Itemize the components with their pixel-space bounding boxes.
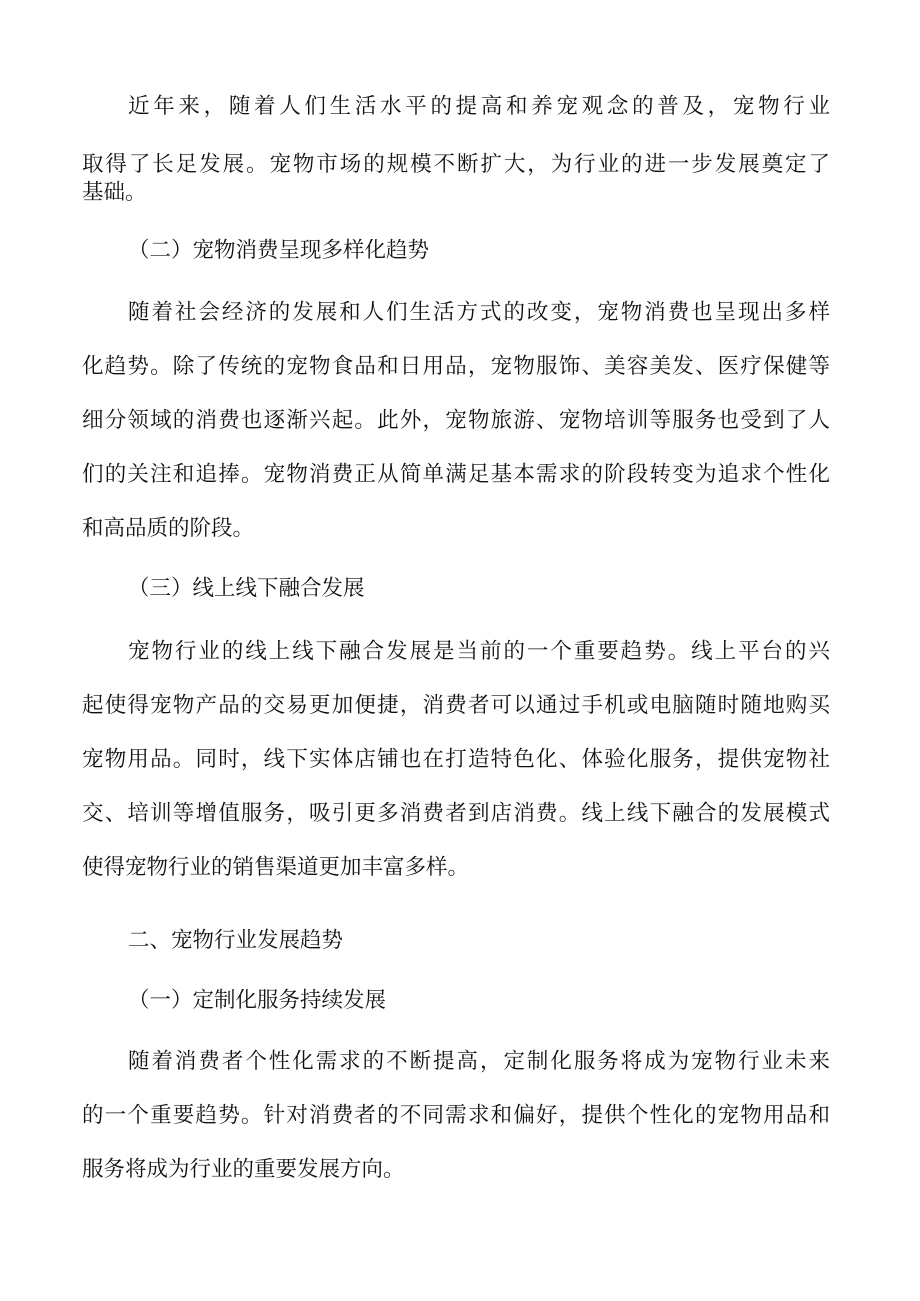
section-heading-3: （三）线上线下融合发展	[128, 576, 365, 601]
paragraph-1-line-2: 取得了长足发展。宠物市场的规模不断扩大，为行业的进一步发展奠定了	[82, 152, 830, 177]
paragraph-1-line-3: 基础。	[82, 180, 147, 205]
paragraph-1-line-1: 近年来，随着人们生活水平的提高和养宠观念的普及，宠物行业	[128, 94, 830, 119]
paragraph-4-line-2: 的一个重要趋势。针对消费者的不同需求和偏好，提供个性化的宠物用品和	[82, 1103, 830, 1128]
paragraph-4-line-3: 服务将成为行业的重要发展方向。	[82, 1157, 405, 1182]
paragraph-4-line-1: 随着消费者个性化需求的不断提高，定制化服务将成为宠物行业未来	[128, 1049, 830, 1074]
paragraph-3-line-2: 起使得宠物产品的交易更加便捷，消费者可以通过手机或电脑随时随地购买	[82, 693, 830, 718]
paragraph-2-line-1: 随着社会经济的发展和人们生活方式的改变，宠物消费也呈现出多样	[128, 300, 830, 325]
paragraph-2-line-5: 和高品质的阶段。	[82, 516, 255, 541]
paragraph-3-line-5: 使得宠物行业的销售渠道更加丰富多样。	[82, 855, 470, 880]
paragraph-3-line-4: 交、培训等增值服务，吸引更多消费者到店消费。线上线下融合的发展模式	[82, 801, 830, 826]
section-heading-1: （一）定制化服务持续发展	[128, 988, 387, 1013]
section-heading-2: （二）宠物消费呈现多样化趋势	[128, 238, 430, 263]
paragraph-3-line-3: 宠物用品。同时，线下实体店铺也在打造特色化、体验化服务，提供宠物社	[82, 747, 830, 772]
paragraph-2-line-2: 化趋势。除了传统的宠物食品和日用品，宠物服饰、美容美发、医疗保健等	[82, 354, 830, 379]
chapter-heading-2: 二、宠物行业发展趋势	[128, 928, 344, 953]
paragraph-3-line-1: 宠物行业的线上线下融合发展是当前的一个重要趋势。线上平台的兴	[128, 639, 830, 664]
paragraph-2-line-3: 细分领域的消费也逐渐兴起。此外，宠物旅游、宠物培训等服务也受到了人	[82, 408, 830, 433]
paragraph-2-line-4: 们的关注和追捧。宠物消费正从简单满足基本需求的阶段转变为追求个性化	[82, 462, 830, 487]
